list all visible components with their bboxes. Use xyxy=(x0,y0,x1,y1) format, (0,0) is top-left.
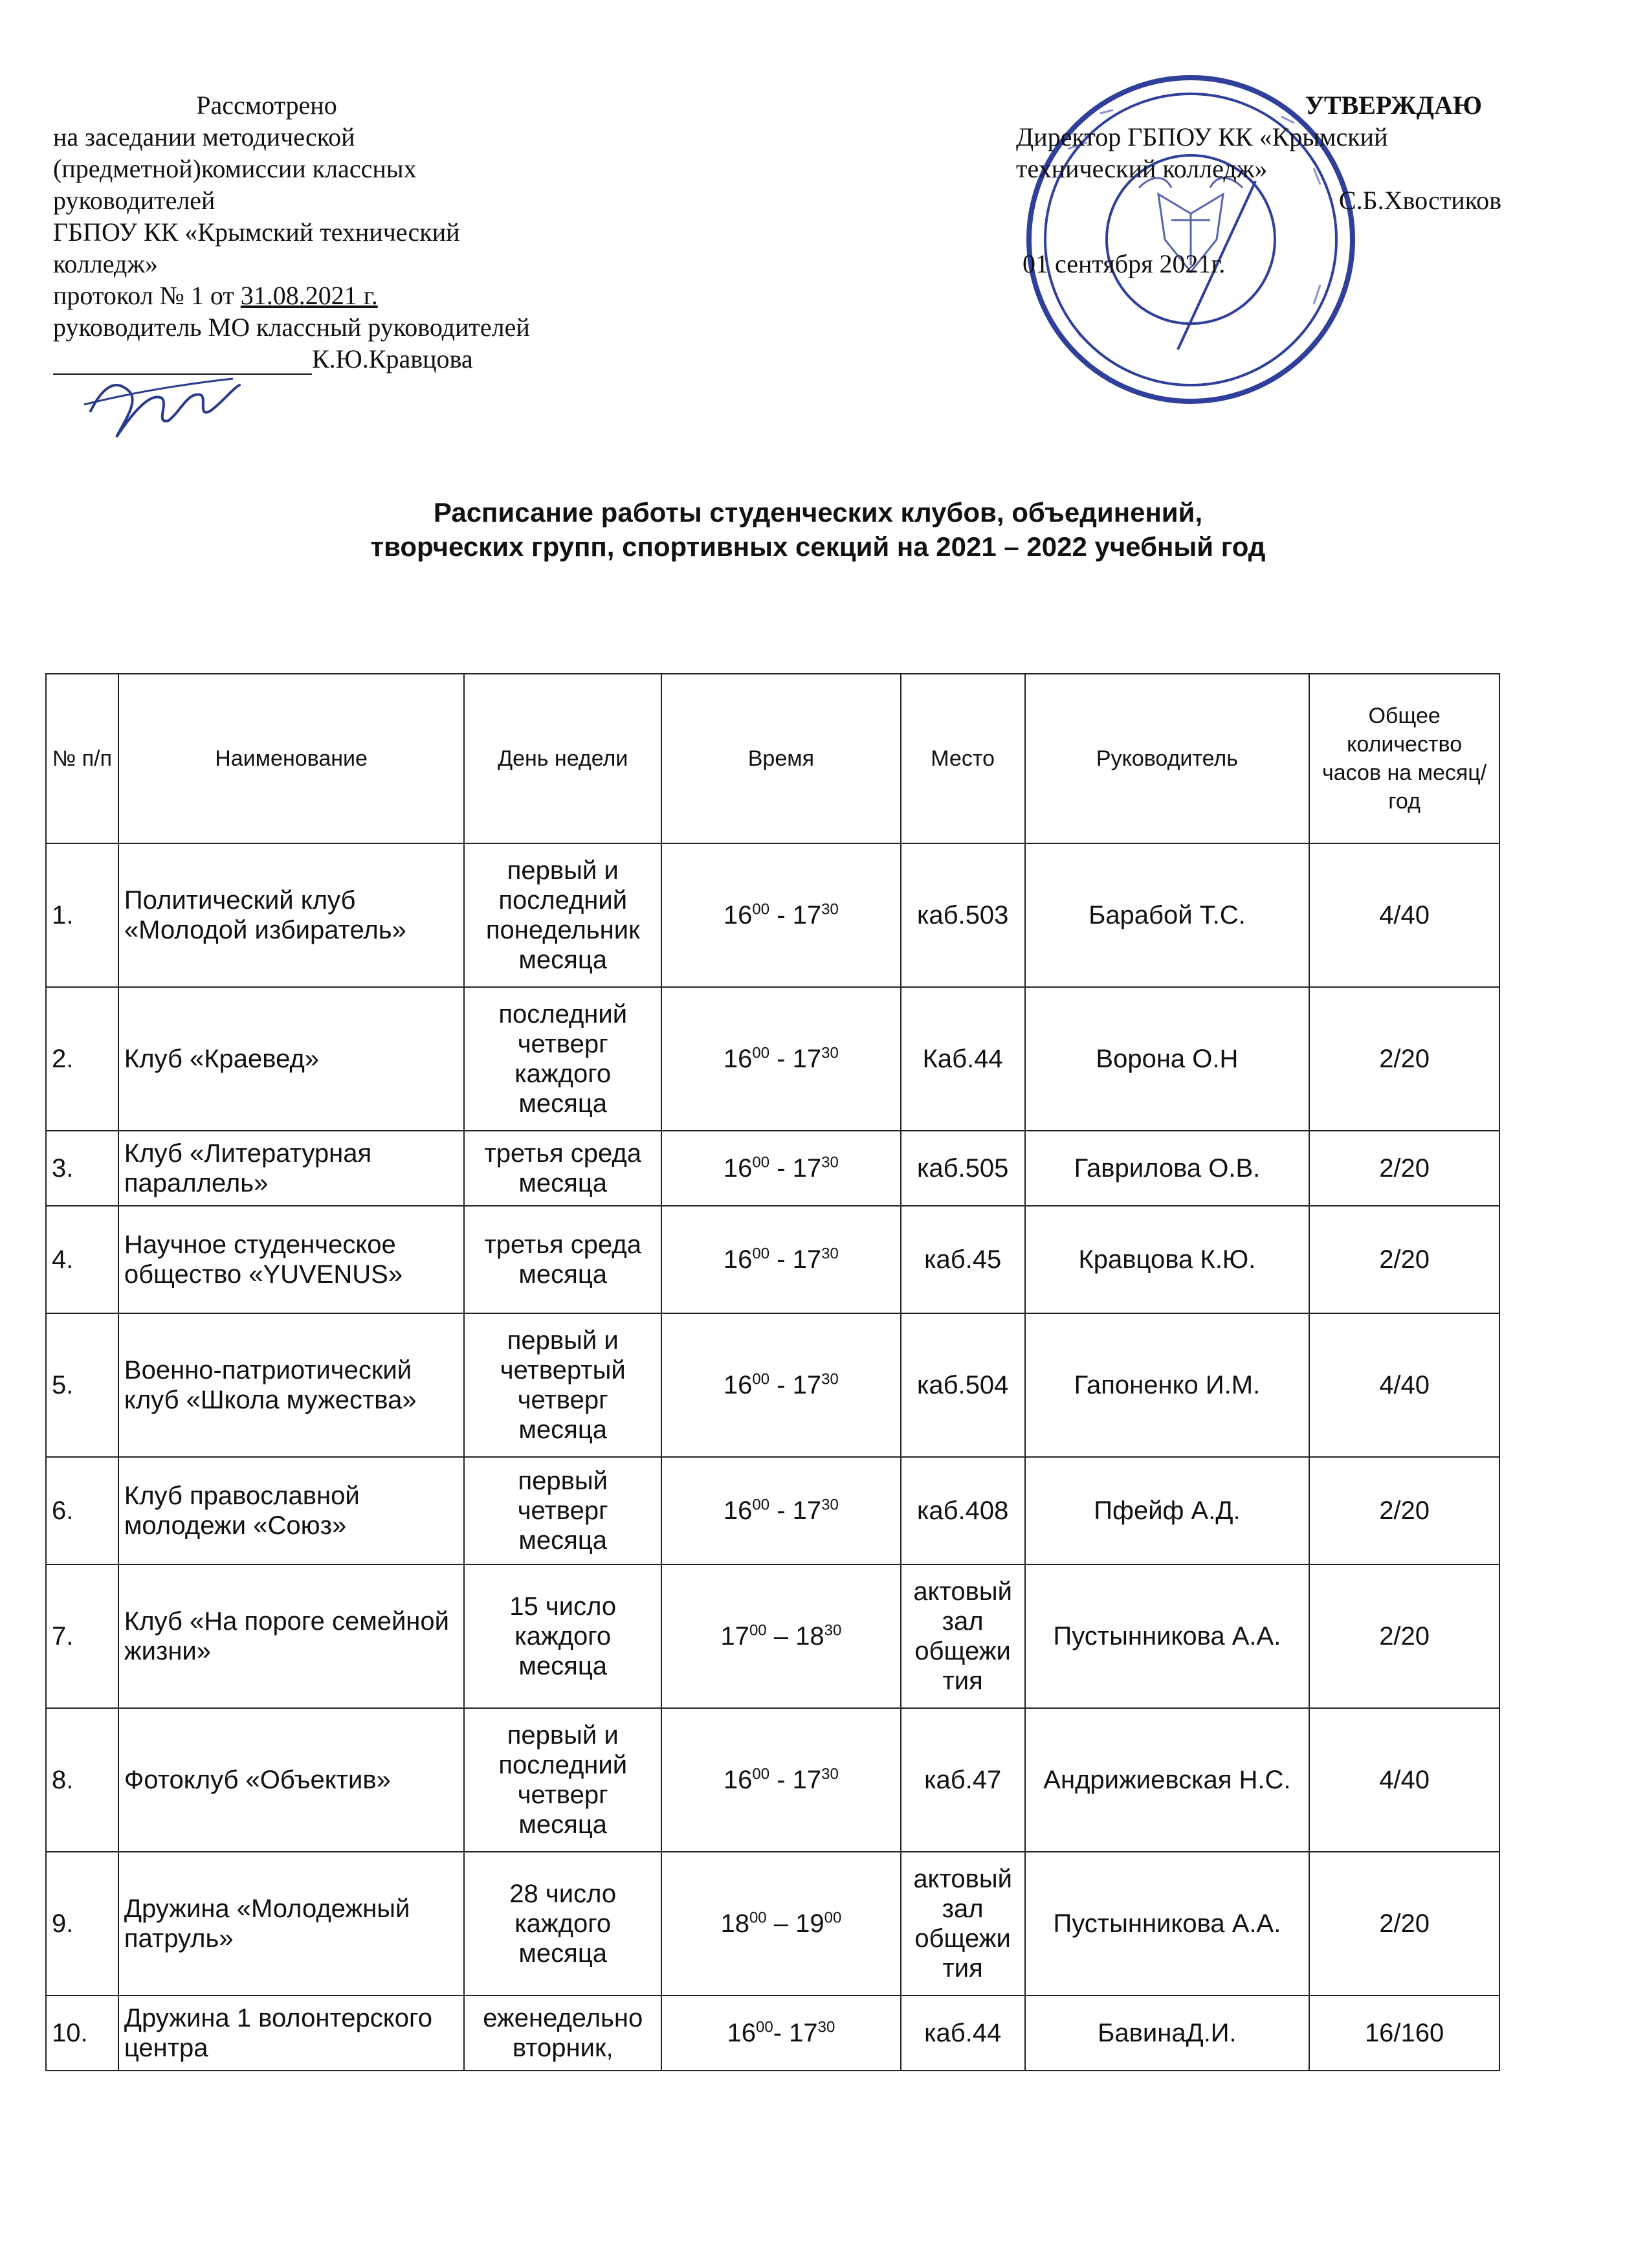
row-leader: Андрижиевская Н.С. xyxy=(1025,1708,1310,1852)
header-number: № п/п xyxy=(46,674,118,843)
table-row xyxy=(46,1564,1499,1708)
table-row xyxy=(46,1457,1499,1564)
time-separator: - xyxy=(769,1371,793,1399)
row-number: 2. xyxy=(46,987,118,1131)
row-hours: 2/20 xyxy=(1309,1131,1499,1206)
row-hours: 2/20 xyxy=(1309,1457,1499,1564)
row-time xyxy=(661,1852,901,1996)
row-place: каб.505 xyxy=(901,1131,1025,1206)
review-line-5: колледж» xyxy=(53,249,159,278)
time-start-hour: 17 xyxy=(720,1622,749,1651)
table-row xyxy=(46,1708,1499,1852)
row-number: 3. xyxy=(46,1131,118,1206)
time-end-hour: 17 xyxy=(792,1245,822,1274)
row-name: Клуб «Литературная параллель» xyxy=(118,1131,464,1206)
time-range xyxy=(720,1909,841,1938)
row-number: 7. xyxy=(46,1564,118,1708)
header-hours: Общее количество часов на месяц/ год xyxy=(1309,674,1499,843)
row-name: Научное студенческое общество «YUVENUS» xyxy=(118,1206,464,1313)
approval-date: 01 сентября 2021г. xyxy=(1022,249,1226,278)
row-day: первый и последний четверг месяца xyxy=(464,1708,661,1852)
time-end-hour: 18 xyxy=(795,1622,824,1651)
row-number: 4. xyxy=(46,1206,118,1313)
time-end-minutes: 30 xyxy=(817,2018,835,2036)
row-number: 5. xyxy=(46,1313,118,1457)
time-separator: - xyxy=(769,901,793,929)
row-number: 8. xyxy=(46,1708,118,1852)
time-range xyxy=(724,1045,839,1073)
time-start-hour: 16 xyxy=(723,901,753,929)
row-hours: 2/20 xyxy=(1309,1564,1499,1708)
row-number: 10. xyxy=(46,1996,118,2071)
time-range xyxy=(724,901,839,929)
row-number: 6. xyxy=(46,1457,118,1564)
title-line-1: Расписание работы студенческих клубов, объединений, xyxy=(433,497,1203,528)
row-leader: Пфейф А.Д. xyxy=(1025,1457,1310,1564)
row-day: 15 число каждого месяца xyxy=(464,1564,661,1708)
time-end-hour: 17 xyxy=(789,2019,818,2047)
handwritten-signature xyxy=(78,366,246,450)
review-line-1: на заседании методической xyxy=(53,122,355,151)
approve-label: УТВЕРЖДАЮ xyxy=(1305,91,1482,120)
time-start-minutes: 00 xyxy=(749,1621,767,1640)
protocol-date: 31.08.2021 г. xyxy=(240,281,378,310)
time-end-minutes: 30 xyxy=(821,1496,839,1514)
row-leader: Кравцова К.Ю. xyxy=(1025,1206,1310,1313)
approval-block xyxy=(1016,89,1598,280)
time-start-minutes: 00 xyxy=(752,1496,770,1514)
time-end-hour: 17 xyxy=(792,901,822,929)
considered-label: Рассмотрено xyxy=(196,91,337,120)
document-title xyxy=(0,495,1636,564)
row-name: Дружина 1 волонтерского центра xyxy=(118,1996,464,2071)
row-time xyxy=(661,1313,901,1457)
row-leader: Пустынникова А.А. xyxy=(1025,1564,1310,1708)
schedule-table xyxy=(45,673,1500,2071)
row-leader: БавинаД.И. xyxy=(1025,1996,1310,2071)
review-line-4: ГБПОУ КК «Крымский технический xyxy=(53,217,460,247)
row-hours: 16/160 xyxy=(1309,1996,1499,2071)
table-row xyxy=(46,1131,1499,1206)
row-name: Фотоклуб «Объектив» xyxy=(118,1708,464,1852)
review-line-3: руководителей xyxy=(53,186,216,215)
time-end-minutes: 30 xyxy=(821,900,839,918)
time-separator: – xyxy=(766,1622,796,1651)
time-end-minutes: 30 xyxy=(824,1621,842,1640)
row-number: 1. xyxy=(46,843,118,987)
time-separator: - xyxy=(769,1245,793,1274)
row-day: последний четверг каждого месяца xyxy=(464,987,661,1131)
row-day: третья среда месяца xyxy=(464,1131,661,1206)
row-hours: 4/40 xyxy=(1309,843,1499,987)
header-day: День недели xyxy=(464,674,661,843)
row-time xyxy=(661,1206,901,1313)
time-end-hour: 19 xyxy=(795,1909,824,1938)
time-start-hour: 16 xyxy=(723,1154,753,1183)
time-range xyxy=(724,1496,839,1525)
time-end-minutes: 30 xyxy=(821,1153,839,1172)
time-end-hour: 17 xyxy=(792,1496,822,1525)
row-hours: 2/20 xyxy=(1309,1852,1499,1996)
row-place: актовый зал общежи тия xyxy=(901,1852,1025,1996)
review-block xyxy=(53,89,700,375)
row-place: актовый зал общежи тия xyxy=(901,1564,1025,1708)
row-time xyxy=(661,1564,901,1708)
row-name: Клуб «На пороге семейной жизни» xyxy=(118,1564,464,1708)
approval-line-2: технический колледж» xyxy=(1016,154,1268,183)
time-separator: – xyxy=(766,1909,796,1938)
row-time xyxy=(661,1457,901,1564)
time-start-hour: 18 xyxy=(720,1909,749,1938)
table-row xyxy=(46,843,1499,987)
time-range xyxy=(724,1371,839,1399)
time-range xyxy=(724,1766,839,1794)
time-end-hour: 17 xyxy=(792,1371,822,1399)
row-name: Военно-патриотический клуб «Школа мужества» xyxy=(118,1313,464,1457)
row-day: первый и четвертый четверг месяца xyxy=(464,1313,661,1457)
row-name: Дружина «Молодежный патруль» xyxy=(118,1852,464,1996)
table-row xyxy=(46,987,1499,1131)
row-day: первый и последний понедельник месяца xyxy=(464,843,661,987)
row-time xyxy=(661,1996,901,2071)
time-start-hour: 16 xyxy=(723,1045,753,1073)
row-time xyxy=(661,1131,901,1206)
time-start-minutes: 00 xyxy=(752,1245,770,1263)
row-leader: Пустынникова А.А. xyxy=(1025,1852,1310,1996)
row-leader: Гапоненко И.М. xyxy=(1025,1313,1310,1457)
table-row xyxy=(46,1313,1499,1457)
row-hours: 4/40 xyxy=(1309,1708,1499,1852)
title-line-2: творческих групп, спортивных секций на 2021 – 2022 учебный год xyxy=(370,531,1266,562)
time-range xyxy=(727,2019,835,2047)
row-number: 9. xyxy=(46,1852,118,1996)
row-leader: Гаврилова О.В. xyxy=(1025,1131,1310,1206)
time-separator: - xyxy=(769,1496,793,1525)
time-start-hour: 16 xyxy=(723,1766,753,1794)
row-name: Клуб православной молодежи «Союз» xyxy=(118,1457,464,1564)
time-separator: - xyxy=(769,1154,793,1183)
table-row xyxy=(46,1206,1499,1313)
row-day: первый четверг месяца xyxy=(464,1457,661,1564)
time-range xyxy=(724,1245,839,1274)
row-place: каб.408 xyxy=(901,1457,1025,1564)
header-name: Наименование xyxy=(118,674,464,843)
row-hours: 2/20 xyxy=(1309,1206,1499,1313)
row-day: третья среда месяца xyxy=(464,1206,661,1313)
time-start-minutes: 00 xyxy=(752,1370,770,1388)
time-separator: - xyxy=(769,1045,793,1073)
time-end-minutes: 00 xyxy=(824,1909,842,1927)
time-start-hour: 16 xyxy=(723,1496,753,1525)
header-time: Время xyxy=(661,674,901,843)
spacer xyxy=(1016,216,1598,248)
row-day: еженедельно вторник, xyxy=(464,1996,661,2071)
head-title: руководитель МО классный руководителей xyxy=(53,313,530,342)
time-end-hour: 17 xyxy=(792,1045,822,1073)
time-end-minutes: 30 xyxy=(821,1245,839,1263)
header-place: Место xyxy=(901,674,1025,843)
row-place: каб.504 xyxy=(901,1313,1025,1457)
row-place: каб.44 xyxy=(901,1996,1025,2071)
protocol-prefix: протокол № 1 от xyxy=(53,281,234,310)
review-line-2: (предметной)комиссии классных xyxy=(53,154,417,183)
time-end-hour: 17 xyxy=(792,1766,822,1794)
time-start-minutes: 00 xyxy=(755,2018,773,2036)
row-time xyxy=(661,1708,901,1852)
time-end-minutes: 30 xyxy=(821,1765,839,1783)
row-hours: 2/20 xyxy=(1309,987,1499,1131)
head-name: К.Ю.Кравцова xyxy=(312,344,473,373)
row-hours: 4/40 xyxy=(1309,1313,1499,1457)
row-leader: Ворона О.Н xyxy=(1025,987,1310,1131)
row-name: Политический клуб «Молодой избиратель» xyxy=(118,843,464,987)
row-place: каб.503 xyxy=(901,843,1025,987)
time-start-minutes: 00 xyxy=(749,1909,767,1927)
director-name: С.Б.Хвостиков xyxy=(1338,186,1501,215)
time-end-minutes: 30 xyxy=(821,1370,839,1388)
row-leader: Барабой Т.С. xyxy=(1025,843,1310,987)
row-place: каб.47 xyxy=(901,1708,1025,1852)
approval-line-1: Директор ГБПОУ КК «Крымский xyxy=(1016,122,1388,151)
time-start-hour: 16 xyxy=(727,2019,756,2047)
time-start-hour: 16 xyxy=(723,1245,753,1274)
protocol-line xyxy=(53,280,700,311)
time-separator: - xyxy=(773,2019,790,2047)
row-place: Каб.44 xyxy=(901,987,1025,1131)
row-time xyxy=(661,987,901,1131)
time-start-minutes: 00 xyxy=(752,1044,770,1062)
row-place: каб.45 xyxy=(901,1206,1025,1313)
row-day: 28 число каждого месяца xyxy=(464,1852,661,1996)
time-start-minutes: 00 xyxy=(752,1153,770,1172)
table-row xyxy=(46,1852,1499,1996)
time-range xyxy=(724,1154,839,1183)
time-range xyxy=(720,1622,841,1651)
time-start-minutes: 00 xyxy=(752,900,770,918)
table-header-row xyxy=(46,674,1499,843)
row-time xyxy=(661,843,901,987)
header-leader: Руководитель xyxy=(1025,674,1310,843)
time-start-minutes: 00 xyxy=(752,1765,770,1783)
table-row xyxy=(46,1996,1499,2071)
row-name: Клуб «Краевед» xyxy=(118,987,464,1131)
time-separator: - xyxy=(769,1766,793,1794)
time-end-minutes: 30 xyxy=(821,1044,839,1062)
time-end-hour: 17 xyxy=(792,1154,822,1183)
time-start-hour: 16 xyxy=(723,1371,753,1399)
